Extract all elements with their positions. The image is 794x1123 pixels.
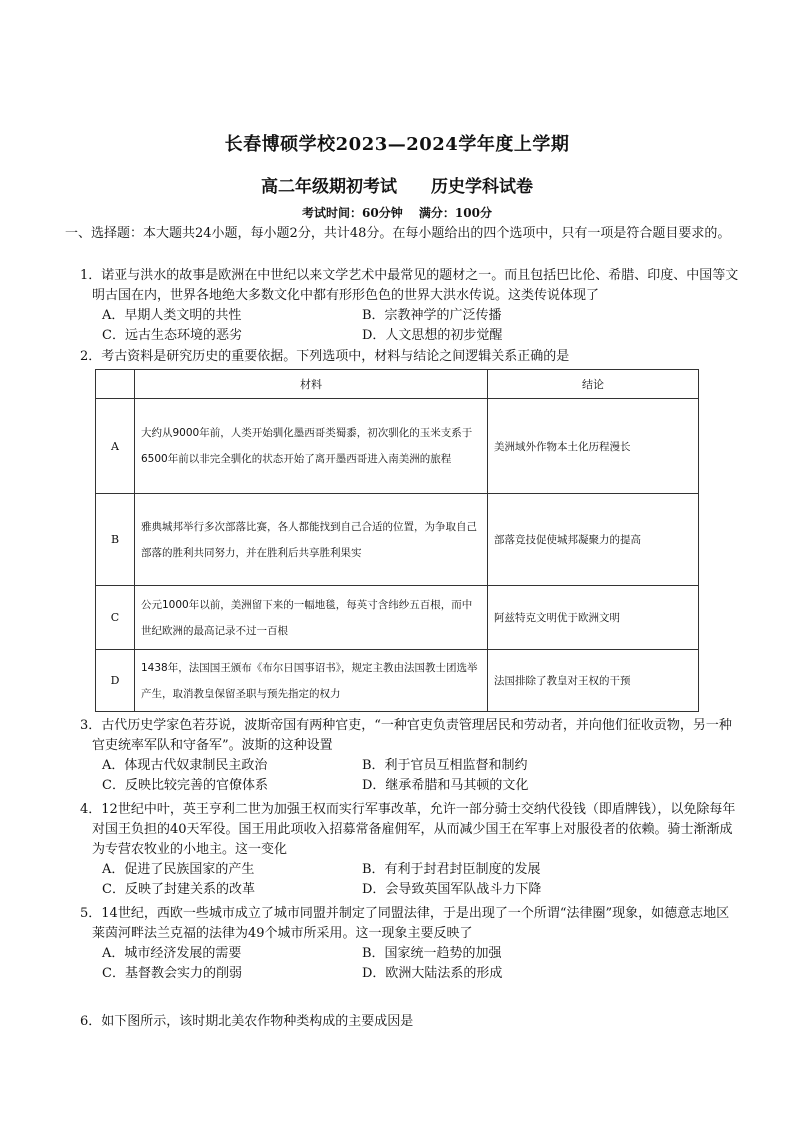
option-a[interactable]: A．早期人类文明的共性 (102, 308, 242, 323)
option-d[interactable]: D．欧洲大陆法系的形成 (362, 966, 503, 981)
table-row (96, 650, 699, 712)
exam-subtitle (0, 172, 794, 197)
row-conclusion: 法国排除了教皇对王权的干预 (488, 650, 699, 712)
exam-title: 长春博硕学校2023—2024学年度上学期 (224, 134, 570, 155)
exam-meta (0, 204, 794, 221)
option-b[interactable]: B．利于官员互相监督和制约 (362, 758, 528, 773)
row-key: C (96, 586, 135, 650)
table-row (96, 399, 699, 494)
question-4 (80, 800, 740, 900)
table-header-key (96, 370, 135, 399)
option-b[interactable]: B．国家统一趋势的加强 (362, 946, 502, 961)
question-5 (80, 904, 740, 984)
section-instructions: 一、选择题：本大题共24小题，每小题2分，共计48分。在每小题给出的四个选项中，只有一项是符合题目要求的。 (65, 226, 731, 241)
table-header-row (96, 370, 699, 399)
question-2 (80, 347, 740, 367)
option-a[interactable]: A．城市经济发展的需要 (102, 946, 242, 961)
option-a[interactable]: A．体现古代奴隶制民主政治 (102, 758, 268, 773)
option-c[interactable]: C．基督教会实力的削弱 (102, 966, 242, 981)
row-conclusion: 部落竞技促使城邦凝聚力的提高 (488, 494, 699, 586)
table-row (96, 586, 699, 650)
row-material: 1438年，法国国王颁布《布尔日国事诏书》，规定主教由法国教士团选举产生，取消教皇保留圣职与预先指定的权力 (135, 650, 488, 712)
table-row (96, 494, 699, 586)
option-c[interactable]: C．远古生态环境的恶劣 (102, 328, 242, 343)
question-stem: 1．诺亚与洪水的故事是欧洲在中世纪以来文学艺术中最常见的题材之一。而且包括巴比伦、希腊、印度、中国等文明古国在内，世界各地绝大多数文化中都有形形色色的世界大洪水传说。这类传说体现了 (80, 268, 739, 303)
question-stem: 3．古代历史学家色若芬说，波斯帝国有两种官吏，“一种官吏负责管理居民和劳动者，并向他们征收贡物，另一种官吏统率军队和守备军”。波斯的这种设置 (80, 718, 732, 753)
option-a[interactable]: A．促进了民族国家的产生 (102, 862, 255, 877)
row-key: B (96, 494, 135, 586)
options (80, 306, 740, 346)
row-key: A (96, 399, 135, 494)
row-key: D (96, 650, 135, 712)
option-d[interactable]: D．继承希腊和马其顿的文化 (362, 778, 529, 793)
question-6 (80, 1012, 740, 1032)
row-material: 公元1000年以前，美洲留下来的一幅地毯，每英寸含纬纱五百根，而中世纪欧洲的最高记录不过一百根 (135, 586, 488, 650)
table-header-conclusion: 结论 (488, 370, 699, 399)
option-c[interactable]: C．反映比较完善的官僚体系 (102, 778, 268, 793)
evidence-table (95, 369, 699, 712)
row-material: 大约从9000年前，人类开始驯化墨西哥类蜀黍，初次驯化的玉米支系于6500年前以非完全驯化的状态开始了离开墨西哥进入南美洲的旅程 (135, 399, 488, 494)
option-d[interactable]: D．会导致英国军队战斗力下降 (362, 882, 542, 897)
question-stem: 6．如下图所示，该时期北美农作物种类构成的主要成因是 (80, 1014, 414, 1029)
row-conclusion: 阿兹特克文明优于欧洲文明 (488, 586, 699, 650)
option-d[interactable]: D．人文思想的初步觉醒 (362, 328, 503, 343)
option-c[interactable]: C．反映了封建关系的改革 (102, 882, 255, 897)
options (80, 944, 740, 984)
option-b[interactable]: B．有利于封君封臣制度的发展 (362, 862, 541, 877)
table-header-material: 材料 (135, 370, 488, 399)
row-material: 雅典城邦举行多次部落比赛，各人都能找到自己合适的位置，为争取自己部落的胜利共同努力，并在胜利后共享胜利果实 (135, 494, 488, 586)
question-3 (80, 716, 740, 796)
options (80, 756, 740, 796)
question-1 (80, 266, 740, 346)
row-conclusion: 美洲域外作物本土化历程漫长 (488, 399, 699, 494)
question-stem: 4．12世纪中叶，英王亨利二世为加强王权而实行军事改革，允许一部分骑士交纳代役钱（即盾牌钱），以免除每年对国王负担的40天军役。国王用此项收入招募常备雇佣军，从而减少国王在军事上对服役者的依赖。骑士渐渐成为专营农牧业的小地主。这一变化 (80, 802, 736, 857)
question-stem: 2．考古资料是研究历史的重要依据。下列选项中，材料与结论之间逻辑关系正确的是 (80, 349, 570, 364)
subject-label: 历史学科试卷 (430, 177, 533, 197)
time-label: 考试时间： (302, 206, 363, 220)
option-b[interactable]: B．宗教神学的广泛传播 (362, 308, 502, 323)
question-stem: 5．14世纪，西欧一些城市成立了城市同盟并制定了同盟法律，于是出现了一个所谓“法律圈”现象，如德意志地区莱茵河畔法兰克福的法律为49个城市所采用。这一现象主要反映了 (80, 906, 730, 941)
score-label: 满分： (418, 206, 455, 220)
time-value: 60分钟 (362, 206, 403, 220)
grade-label: 高二年级期初考试 (261, 177, 398, 197)
options (80, 860, 740, 900)
score-value: 100分 (454, 206, 492, 220)
